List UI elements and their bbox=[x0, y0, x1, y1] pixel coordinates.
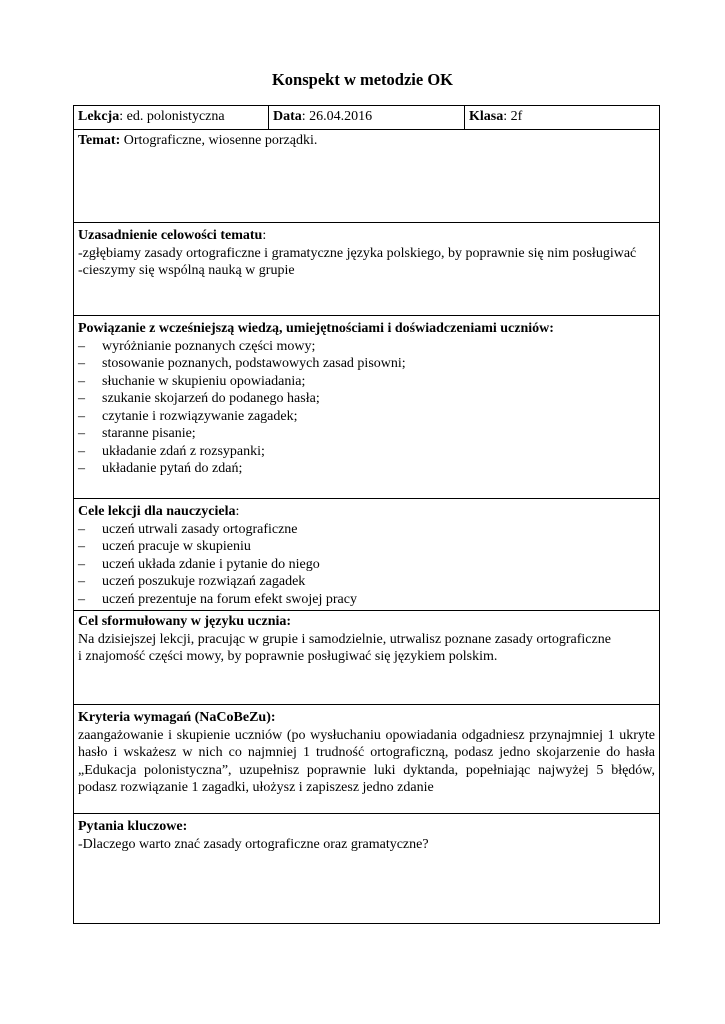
list-item: – staranne pisanie; bbox=[78, 425, 655, 443]
uzasadnienie-label: Uzasadnienie celowości tematu bbox=[78, 228, 263, 243]
kryteria-row bbox=[74, 705, 660, 814]
data-value: : 26.04.2016 bbox=[301, 109, 373, 124]
temat-label: Temat: bbox=[78, 133, 121, 148]
cele-row bbox=[74, 499, 660, 611]
pytania-row bbox=[74, 814, 660, 924]
powiazanie-list bbox=[78, 338, 655, 478]
cele-cell bbox=[74, 499, 660, 611]
powiazanie-label: Powiązanie z wcześniejszą wiedzą, umiejętnościami i doświadczeniami uczniów: bbox=[78, 321, 554, 336]
uzasadnienie-row bbox=[74, 223, 660, 316]
kryteria-cell bbox=[74, 705, 660, 814]
temat-cell bbox=[74, 130, 660, 223]
lekcja-label: Lekcja bbox=[78, 109, 120, 124]
data-label: Data bbox=[273, 109, 302, 124]
cele-label: Cele lekcji dla nauczyciela bbox=[78, 504, 236, 519]
list-item: – stosowanie poznanych, podstawowych zasad pisowni; bbox=[78, 355, 655, 373]
uzasadnienie-line: -zgłębiamy zasady ortograficzne i gramatyczne języka polskiego, by poprawnie się nim posługiwać bbox=[78, 245, 637, 261]
cel-ucznia-line: i znajomość części mowy, by poprawnie posługiwać się językiem polskim. bbox=[78, 649, 498, 664]
klasa-label: Klasa bbox=[469, 109, 504, 124]
list-item: – uczeń układa zdanie i pytanie do niego bbox=[78, 556, 655, 574]
pytania-label: Pytania kluczowe: bbox=[78, 819, 188, 834]
document-title: Konspekt w metodzie OK bbox=[271, 70, 454, 89]
list-item: – uczeń utrwali zasady ortograficzne bbox=[78, 521, 655, 539]
cele-list bbox=[78, 521, 655, 609]
list-item: – układanie zdań z rozsypanki; bbox=[78, 443, 655, 461]
powiazanie-cell bbox=[74, 316, 660, 499]
temat-row bbox=[74, 130, 660, 223]
kryteria-text: zaangażowanie i skupienie uczniów (po wysłuchaniu opowiadania odgadniesz przynajmniej 1 ukryte hasło i wskażesz w nich co najmniej 1 trudność ortograficzną, podasz jedno skojarzenie do hasła „Edukacja polonistyczna”, uzupełnisz poprawnie luki dyktanda, popełniając najwyżej 5 błędów, podasz rozwiązanie 1 zagadki, ułożysz i zapiszesz jedno zdanie bbox=[78, 727, 655, 795]
cele-colon: : bbox=[235, 504, 240, 519]
list-item: – czytanie i rozwiązywanie zagadek; bbox=[78, 408, 655, 426]
list-item: – układanie pytań do zdań; bbox=[78, 460, 655, 478]
cel-ucznia-label: Cel sformułowany w języku ucznia: bbox=[78, 614, 292, 629]
list-item: – uczeń pracuje w skupieniu bbox=[78, 538, 655, 556]
temat-value: Ortograficzne, wiosenne porządki. bbox=[120, 133, 318, 148]
klasa-cell bbox=[465, 106, 660, 130]
list-item: – uczeń poszukuje rozwiązań zagadek bbox=[78, 573, 655, 591]
cele-heading bbox=[78, 503, 655, 521]
uzasadnienie-line: -cieszymy się wspólną nauką w grupie bbox=[78, 263, 295, 278]
pytania-text: -Dlaczego warto znać zasady ortograficzne oraz gramatyczne? bbox=[78, 836, 429, 852]
cel-ucznia-cell bbox=[74, 611, 660, 705]
list-item: – szukanie skojarzeń do podanego hasła; bbox=[78, 390, 655, 408]
lekcja-cell bbox=[74, 106, 269, 130]
list-item: – wyróżnianie poznanych części mowy; bbox=[78, 338, 655, 356]
kryteria-label: Kryteria wymagań (NaCoBeZu): bbox=[78, 710, 276, 725]
pytania-cell bbox=[74, 814, 660, 924]
data-cell bbox=[269, 106, 465, 130]
header-row bbox=[74, 106, 660, 130]
cel-ucznia-line: Na dzisiejszej lekcji, pracując w grupie i samodzielnie, utrwalisz poznane zasady ortograficzne bbox=[78, 631, 611, 647]
uzasadnienie-heading bbox=[78, 227, 655, 245]
uzasadnienie-cell bbox=[74, 223, 660, 316]
powiazanie-row bbox=[74, 316, 660, 499]
lekcja-value: : ed. polonistyczna bbox=[119, 109, 225, 124]
list-item: – słuchanie w skupieniu opowiadania; bbox=[78, 373, 655, 391]
list-item: – uczeń prezentuje na forum efekt swojej pracy bbox=[78, 591, 655, 609]
klasa-value: : 2f bbox=[503, 109, 523, 124]
cel-ucznia-row bbox=[74, 611, 660, 705]
lesson-plan-table bbox=[73, 105, 660, 924]
uzasadnienie-colon: : bbox=[262, 228, 267, 243]
